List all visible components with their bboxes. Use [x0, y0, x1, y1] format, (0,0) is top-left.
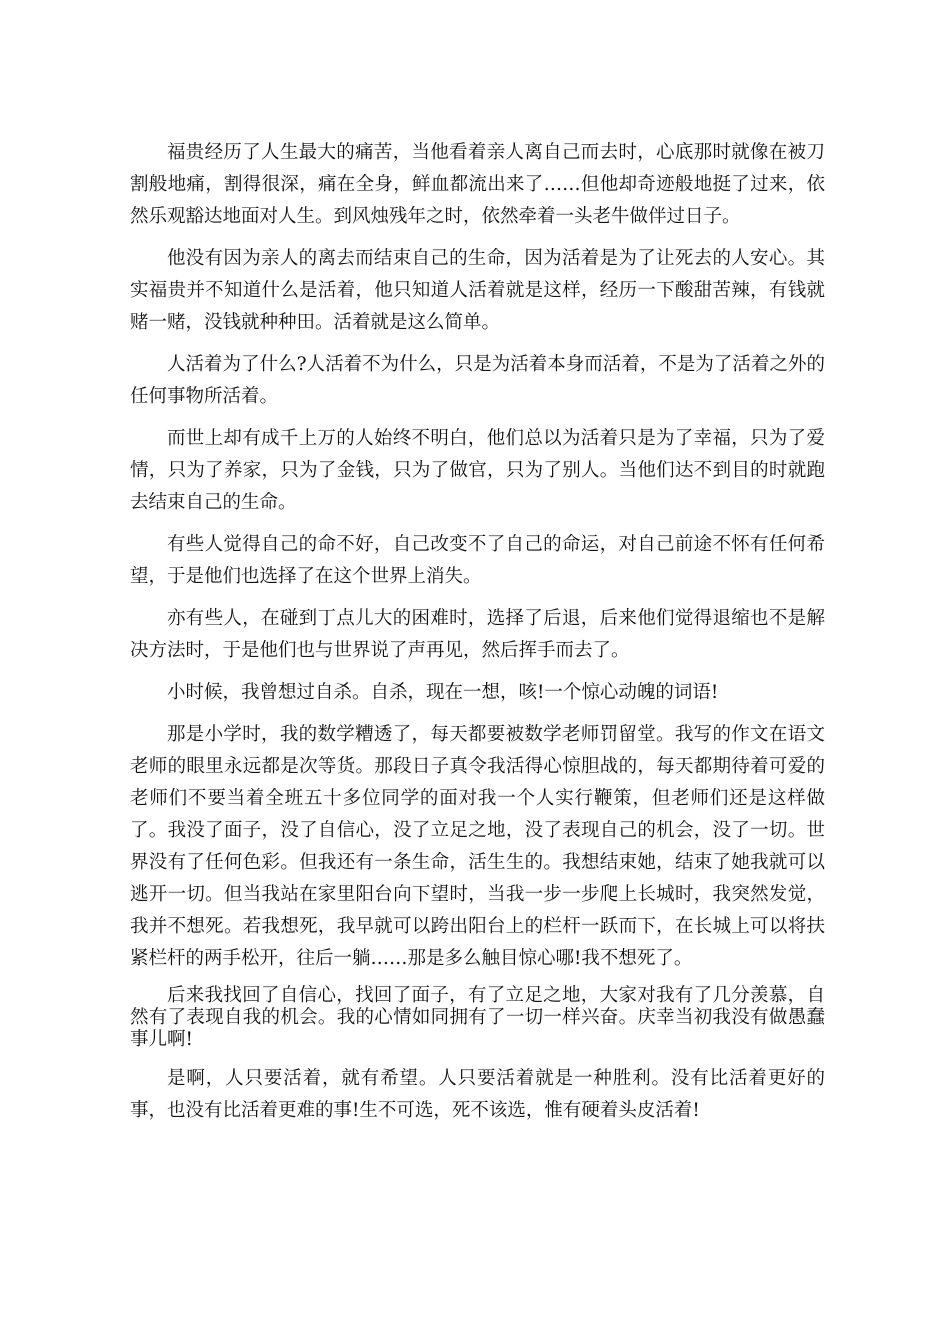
paragraph-8: 那是小学时，我的数学糟透了，每天都要被数学老师罚留堂。我写的作文在语文老师的眼里永远都是次等货。那段日子真令我活得心惊胆战的，每天都期待着可爱的老师们不要当着全班五十多位同学的面对我一个人实行鞭策，但老师们还是这样做了。我没了面子，没了自信心，没了立足之地，没了表现自己的机会，没了一切。世界没有了任何色彩。但我还有一条生命，活生生的。我想结束她，结束了她我就可以逃开一切。但当我站在家里阳台向下望时，当我一步一步爬上长城时，我突然发觉，我并不想死。若我想死，我早就可以跨出阳台上的栏杆一跃而下，在长城上可以将扶紧栏杆的两手松开，往后一躺……那是多么触目惊心哪!我不想死了。: [130, 724, 825, 969]
paragraph-1: 福贵经历了人生最大的痛苦，当他看着亲人离自己而去时，心底那时就像在被刀割般地痛，割得很深，痛在全身，鲜血都流出来了……但他却奇迹般地挺了过来，依然乐观豁达地面对人生。到风烛残年之时，依然牵着一头老牛做伴过日子。: [130, 142, 825, 227]
paragraph-4: 而世上却有成千上万的人始终不明白，他们总以为活着只是为了幸福，只为了爱情，只为了养家，只为了金钱，只为了做官，只为了别人。当他们达不到目的时就跑去结束自己的生命。: [130, 428, 825, 513]
paragraph-2: 他没有因为亲人的离去而结束自己的生命，因为活着是为了让死去的人安心。其实福贵并不知道什么是活着，他只知道人活着就是这样，经历一下酸甜苦辣，有钱就赌一赌，没钱就种种田。活着就是这么简单。: [130, 248, 825, 333]
paragraph-5: 有些人觉得自己的命不好，自己改变不了自己的命运，对自己前途不怀有任何希望，于是他们也选择了在这个世界上消失。: [130, 534, 825, 587]
paragraph-3: 人活着为了什么?人活着不为什么，只是为活着本身而活着，不是为了活着之外的任何事物所活着。: [130, 354, 825, 407]
paragraph-9: 后来我找回了自信心，找回了面子，有了立足之地，大家对我有了几分羡慕，自然有了表现自我的机会。我的心情如同拥有了一切一样兴奋。庆幸当初我没有做愚蠢事儿啊!: [130, 985, 825, 1050]
paragraph-6: 亦有些人，在碰到丁点儿大的困难时，选择了后退，后来他们觉得退缩也不是解决方法时，于是他们也与世界说了声再见，然后挥手而去了。: [130, 608, 825, 661]
paragraph-10: 是啊，人只要活着，就有希望。人只要活着就是一种胜利。没有比活着更好的事，也没有比活着更难的事!生不可选，死不该选，惟有硬着头皮活着!: [130, 1068, 825, 1121]
paragraph-7: 小时候，我曾想过自杀。自杀，现在一想，咳!一个惊心动魄的词语!: [167, 682, 719, 703]
document-body: [130, 137, 825, 1137]
